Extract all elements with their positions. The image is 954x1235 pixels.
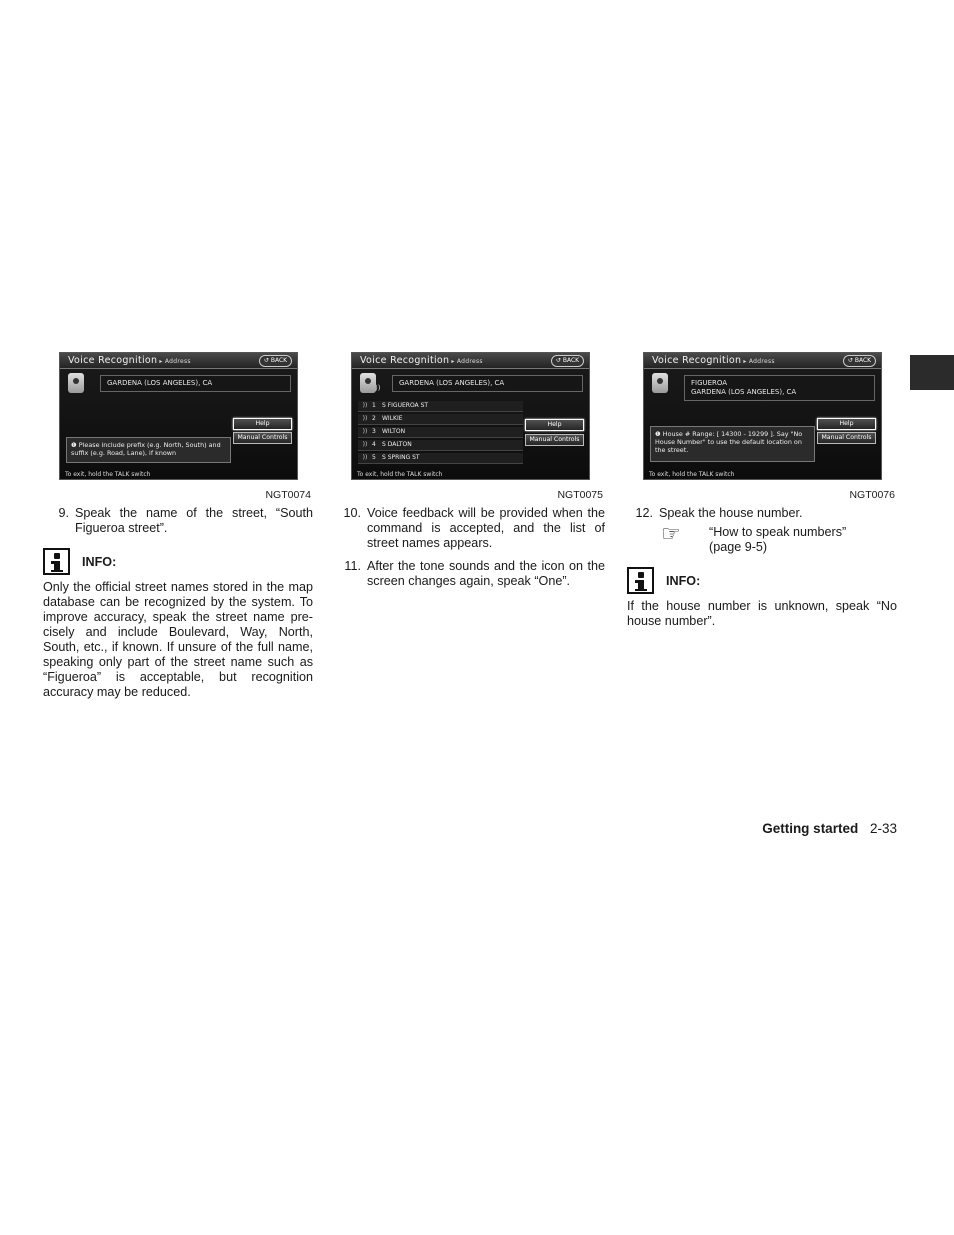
- step-9: 9. Speak the name of the street, “South Figueroa street”.: [58, 506, 313, 535]
- list-item[interactable]: )) 5 S SPRING ST: [358, 453, 523, 464]
- step-10: 10. Voice feedback will be provided when the command is accepted, and the list of street names appears.: [343, 506, 605, 550]
- chapter-tab: [910, 355, 954, 390]
- section-name: Getting started: [762, 821, 859, 836]
- list-item[interactable]: )) 3 WILTON: [358, 427, 523, 438]
- screen-titlebar: [352, 353, 589, 369]
- step-12: 12. Speak the house number.: [635, 506, 803, 520]
- pointing-hand-icon: ☞: [661, 521, 681, 546]
- info-text: Only the official street names stored in the map database can be recognized by the system. To improve accuracy, speak the street name pre- cisely and include Boulevard, Way, North, South, etc., if known. If unsure of the full name, speaking only part of the street name such as “Figueroa” is acceptable, but recognition accuracy may be reduced.: [43, 580, 313, 699]
- screen-ngt0076: [643, 352, 882, 480]
- info-header: [627, 567, 897, 594]
- street-list: [358, 401, 523, 466]
- manual-controls-button[interactable]: Manual Controls: [525, 434, 584, 446]
- screen-title: Voice Recognition ▸ Address: [68, 355, 191, 366]
- column-2: [335, 352, 605, 589]
- info-label: INFO:: [666, 573, 701, 588]
- screen-ngt0075: [351, 352, 590, 480]
- back-button[interactable]: ↺ BACK: [259, 355, 292, 367]
- figure-id: NGT0074: [265, 489, 311, 501]
- speaker-icon: )): [362, 415, 368, 422]
- screen-title: Voice Recognition ▸ Address: [360, 355, 483, 366]
- manual-controls-button[interactable]: Manual Controls: [233, 432, 292, 444]
- help-button[interactable]: Help: [233, 418, 292, 430]
- address-field: FIGUEROA GARDENA (LOS ANGELES), CA: [684, 375, 875, 401]
- screen-breadcrumb: ▸ Address: [743, 358, 775, 365]
- reference-title: “How to speak numbers”: [709, 525, 847, 539]
- info-icon: [43, 548, 70, 575]
- speaker-icon: )): [362, 428, 368, 435]
- address-field: GARDENA (LOS ANGELES), CA: [100, 375, 291, 392]
- manual-controls-button[interactable]: Manual Controls: [817, 432, 876, 444]
- prompt-message: ❶ Please include prefix (e.g. North, South) and suffix (e.g. Road, Lane), if known: [66, 437, 231, 463]
- list-item[interactable]: )) 1 S FIGUEROA ST: [358, 401, 523, 412]
- info-label: INFO:: [82, 554, 117, 569]
- cross-reference: [661, 521, 897, 555]
- address-field: GARDENA (LOS ANGELES), CA: [392, 375, 583, 392]
- screen-titlebar: [644, 353, 881, 369]
- speaker-icon: )): [362, 441, 368, 448]
- back-button[interactable]: ↺ BACK: [843, 355, 876, 367]
- speaker-icon: )): [362, 454, 368, 461]
- figure-id: NGT0076: [849, 489, 895, 501]
- screen-footer: To exit, hold the TALK switch: [649, 471, 735, 478]
- info-text: If the house number is unknown, speak “No house number”.: [627, 599, 897, 628]
- list-item[interactable]: )) 4 S DALTON: [358, 440, 523, 451]
- help-button[interactable]: Help: [817, 418, 876, 430]
- back-button[interactable]: ↺ BACK: [551, 355, 584, 367]
- reference-page: (page 9-5): [709, 540, 768, 554]
- screen-breadcrumb: ▸ Address: [159, 358, 191, 365]
- voice-head-speaking-icon: )): [360, 373, 376, 393]
- help-button[interactable]: Help: [525, 419, 584, 431]
- info-header: [43, 548, 313, 575]
- screen-ngt0074: [59, 352, 298, 480]
- screen-titlebar: [60, 353, 297, 369]
- screen-footer: To exit, hold the TALK switch: [65, 471, 151, 478]
- column-3: [627, 352, 897, 629]
- screen-footer: To exit, hold the TALK switch: [357, 471, 443, 478]
- page-number: 2-33: [869, 821, 897, 836]
- column-1: [43, 352, 313, 700]
- list-item[interactable]: )) 2 WILKIE: [358, 414, 523, 425]
- screen-title: Voice Recognition ▸ Address: [652, 355, 775, 366]
- figure-id: NGT0075: [557, 489, 603, 501]
- step-11: 11. After the tone sounds and the icon on the screen changes again, speak “One”.: [344, 559, 605, 588]
- screen-breadcrumb: ▸ Address: [451, 358, 483, 365]
- page-footer: [762, 821, 897, 836]
- speaker-icon: )): [362, 402, 368, 409]
- voice-head-icon: [652, 373, 668, 393]
- prompt-message: ❶ House # Range: [ 14300 - 19299 ]. Say "No House Number" to use the default location on the street.: [650, 426, 815, 462]
- info-icon: [627, 567, 654, 594]
- voice-head-icon: [68, 373, 84, 393]
